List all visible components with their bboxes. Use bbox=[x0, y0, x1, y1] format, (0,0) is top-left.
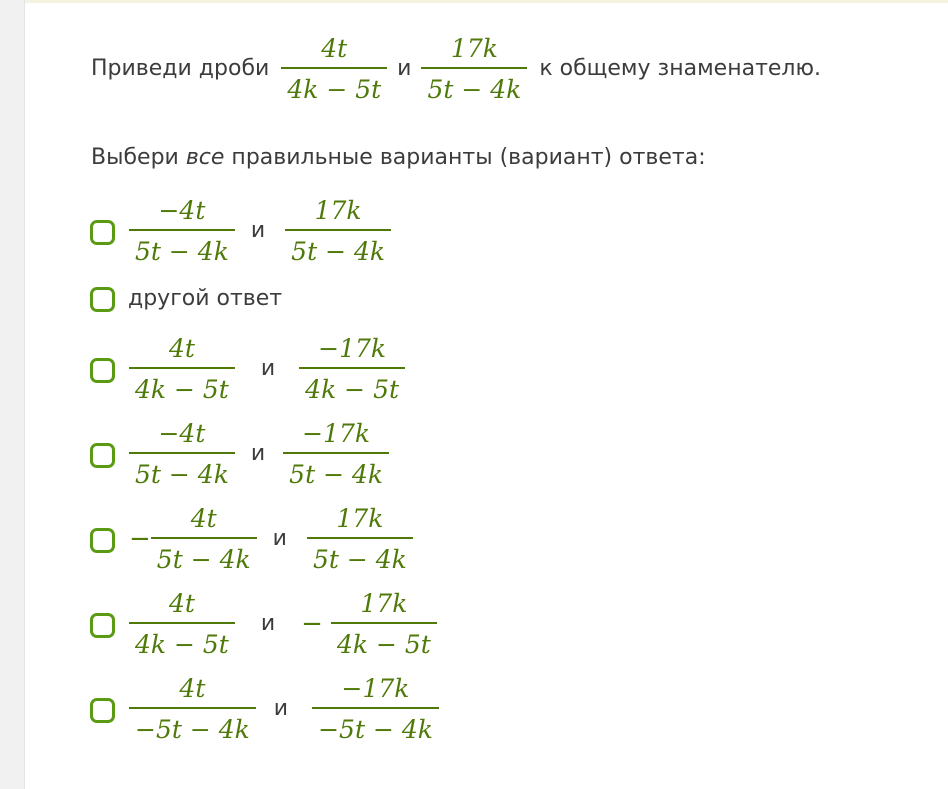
option-6-checkbox[interactable] bbox=[90, 613, 115, 638]
option-5-minus-sign: − bbox=[129, 523, 151, 554]
option-4-fraction-1-numerator: −4t bbox=[158, 419, 206, 448]
option-6-fraction-1-numerator: 4t bbox=[168, 589, 195, 618]
option-7-fraction-2 bbox=[312, 676, 439, 742]
option-4-and: и bbox=[250, 441, 266, 467]
option-5-fraction-2-numerator: 17k bbox=[336, 504, 384, 533]
task-fraction-2 bbox=[421, 36, 527, 102]
option-4-fraction-2-denominator: 5t − 4k bbox=[289, 459, 384, 489]
option-5-and: и bbox=[272, 526, 287, 552]
option-2[interactable] bbox=[128, 286, 282, 311]
task-fraction-1 bbox=[281, 36, 387, 102]
option-3-checkbox[interactable] bbox=[90, 358, 115, 383]
option-1-fraction-1 bbox=[129, 198, 235, 264]
option-7-fraction-1-numerator: 4t bbox=[179, 674, 206, 703]
option-3-and: и bbox=[260, 356, 276, 382]
option-3-fraction-2-denominator: 4k − 5t bbox=[305, 374, 400, 404]
option-4-fraction-1-denominator: 5t − 4k bbox=[135, 459, 229, 489]
option-7-fraction-1 bbox=[129, 676, 256, 742]
option-5-fraction-2-denominator: 5t − 4k bbox=[312, 544, 407, 574]
option-5[interactable] bbox=[129, 506, 413, 572]
task-fraction-1-denominator: 4k − 5t bbox=[287, 74, 382, 104]
option-1-checkbox[interactable] bbox=[90, 220, 115, 245]
option-6-and: и bbox=[260, 611, 276, 637]
task-fraction-1-numerator: 4t bbox=[321, 34, 348, 63]
option-3-fraction-1 bbox=[129, 336, 235, 402]
option-6-fraction-2 bbox=[331, 591, 437, 657]
option-7[interactable] bbox=[129, 676, 439, 742]
instruction bbox=[91, 145, 706, 170]
option-5-fraction-1 bbox=[151, 506, 257, 572]
option-7-fraction-1-denominator: −5t − 4k bbox=[135, 714, 250, 744]
option-1-fraction-1-numerator: −4t bbox=[158, 196, 206, 225]
top-divider bbox=[25, 0, 948, 3]
question-card bbox=[24, 0, 948, 789]
option-1-fraction-2-numerator: 17k bbox=[314, 196, 362, 225]
option-1[interactable] bbox=[129, 198, 391, 264]
option-7-and: и bbox=[273, 696, 289, 722]
instruction-after: правильные варианты (вариант) ответа: bbox=[224, 145, 706, 170]
option-3[interactable] bbox=[129, 336, 405, 402]
task-fraction-2-numerator: 17k bbox=[450, 34, 498, 63]
option-3-fraction-2-numerator: −17k bbox=[318, 334, 387, 363]
option-6-fraction-1-denominator: 4k − 5t bbox=[135, 629, 229, 659]
option-4-fraction-2 bbox=[283, 421, 389, 487]
option-1-fraction-2-denominator: 5t − 4k bbox=[291, 236, 386, 266]
task-statement bbox=[91, 36, 821, 102]
task-prefix: Приведи дроби bbox=[91, 56, 270, 82]
option-5-checkbox[interactable] bbox=[90, 528, 115, 553]
option-5-fraction-2 bbox=[307, 506, 413, 572]
option-4-fraction-1 bbox=[129, 421, 235, 487]
option-6-fraction-1 bbox=[129, 591, 235, 657]
instruction-before: Выбери bbox=[91, 145, 186, 170]
task-suffix: к общему знаменателю. bbox=[539, 56, 822, 82]
option-5-fraction-1-denominator: 5t − 4k bbox=[156, 544, 251, 574]
option-6-fraction-2-numerator: 17k bbox=[360, 589, 408, 618]
option-3-fraction-1-numerator: 4t bbox=[168, 334, 195, 363]
option-2-label: другой ответ bbox=[128, 286, 283, 311]
task-and: и bbox=[397, 56, 412, 82]
instruction-emphasis: все bbox=[185, 145, 225, 170]
option-7-checkbox[interactable] bbox=[90, 698, 115, 723]
option-4[interactable] bbox=[129, 421, 389, 487]
option-3-fraction-2 bbox=[299, 336, 405, 402]
option-6[interactable] bbox=[129, 591, 437, 657]
option-7-fraction-2-numerator: −17k bbox=[341, 674, 410, 703]
task-fraction-2-denominator: 5t − 4k bbox=[427, 74, 522, 104]
option-1-fraction-2 bbox=[285, 198, 391, 264]
option-4-fraction-2-numerator: −17k bbox=[302, 419, 371, 448]
option-6-fraction-2-denominator: 4k − 5t bbox=[336, 629, 431, 659]
option-6-minus-sign: − bbox=[301, 608, 323, 639]
option-5-fraction-1-numerator: 4t bbox=[190, 504, 217, 533]
option-2-checkbox[interactable] bbox=[90, 287, 115, 312]
option-1-and: и bbox=[250, 218, 266, 244]
option-1-fraction-1-denominator: 5t − 4k bbox=[135, 236, 229, 266]
option-4-checkbox[interactable] bbox=[90, 443, 115, 468]
option-7-fraction-2-denominator: −5t − 4k bbox=[318, 714, 433, 744]
option-3-fraction-1-denominator: 4k − 5t bbox=[135, 374, 229, 404]
